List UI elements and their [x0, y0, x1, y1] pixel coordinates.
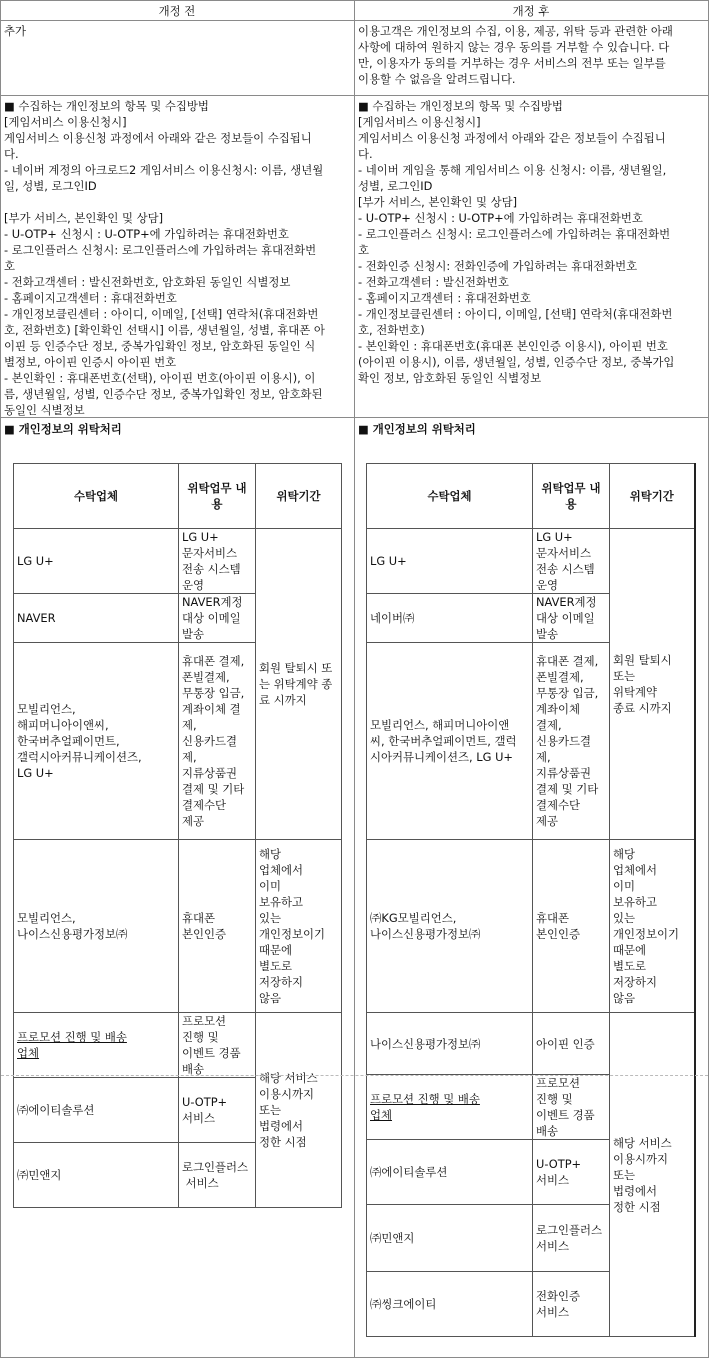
task-cell: LG U+ 문자서비스 전송 시스템 운영 — [179, 529, 256, 594]
task-cell: 로그인플러스 서비스 — [179, 1143, 256, 1208]
company-cell: 네이버㈜ — [367, 594, 533, 643]
table-row — [367, 840, 695, 1013]
col-header-company: 수탁업체 — [367, 464, 533, 529]
col-header-company: 수탁업체 — [14, 464, 179, 529]
section-title-before: ■ 개인정보의 위탁처리 — [4, 422, 122, 436]
company-cell: ㈜씽크에이티 — [367, 1272, 533, 1337]
table-row — [367, 529, 695, 594]
task-cell: 휴대폰 본인인증 — [179, 840, 256, 1013]
task-cell: 아이핀 인증 — [533, 1013, 610, 1075]
task-cell: 휴대폰 본인인증 — [533, 840, 610, 1013]
company-cell: 프로모션 진행 및 배송 업체 — [14, 1013, 179, 1078]
period-cell: 해당 업체에서 이미 보유하고 있는 개인정보이기 때문에 별도로 저장하지 않음 — [610, 840, 695, 1013]
company-cell: ㈜에이티솔루션 — [14, 1078, 179, 1143]
company-cell: 모빌리언스, 해피머니아이앤 씨, 한국버추얼페이먼트, 갤럭 시아커뮤니케이션즈, LG U+ — [367, 643, 533, 840]
company-cell: ㈜KG모빌리언스, 나이스신용평가정보㈜ — [367, 840, 533, 1013]
task-cell: U-OTP+ 서비스 — [533, 1140, 610, 1205]
task-cell: 로그인플러스 서비스 — [533, 1205, 610, 1272]
task-cell: 프로모션 진행 및 이벤트 경품 배송 — [533, 1075, 610, 1140]
col-header-period: 위탁기간 — [610, 464, 695, 529]
company-cell: 모빌리언스, 해피머니아이앤씨, 한국버추얼페이먼트, 갤럭시아커뮤니케이션즈, LG U+ — [14, 643, 179, 840]
collection-before: ■ 수집하는 개인정보의 항목 및 수집방법 [게임서비스 이용신청시] 게임서비스 이용신청 과정에서 아래와 같은 정보들이 수집됩니 다. - 네이버 계정의 아크로드2 게임서비스 이용신청시: 이름, 생년월 일, 성별, 로그인ID [부가 서비스, 본인확인 및 상담] - U-OTP+ 신청시 : U-OTP+에 가입하려는 휴대전화번호 - 로그인플러스 신청시: 로그인플러스에 가입하려는 휴대전화번 호 - 전화고객센터 : 발신전화번호, 암호화된 동일인 식별정보 - 홈페이지고객센터 : 휴대전화번호 - 개인정보클린센터 : 아이디, 이메일, [선택] 연락처(휴대전화번 호, 전화번호) [확인확인 선택시] 이름, 생년월일, 성별, 휴대폰 아 이핀 등 인증수단 정보, 중복가입확인 정보, 암호화된 동일인 식 별정보, 아이핀 인증시 아이핀 번호 - 본인확인 : 휴대폰번호(선택), 아이핀 번호(아이핀 이용시), 이 름, 생년월일, 성별, 인증수단 정보, 중복가입확인 정보, 암호화된 동일인 식별정보 — [4, 99, 325, 417]
company-cell: 모빌리언스, 나이스신용평가정보㈜ — [14, 840, 179, 1013]
period-cell: 회원 탈퇴시 또 는 위탁계약 종 료 시까지 — [256, 529, 342, 840]
period-cell: 회원 탈퇴시 또는 위탁계약 종료 시까지 — [610, 529, 695, 840]
company-cell: NAVER — [14, 594, 179, 643]
task-cell: LG U+ 문자서비스 전송 시스템 운영 — [533, 529, 610, 594]
company-cell: 나이스신용평가정보㈜ — [367, 1013, 533, 1075]
col-header-task: 위탁업무 내 용 — [533, 464, 610, 529]
company-cell: LG U+ — [14, 529, 179, 594]
entrust-table-after — [366, 463, 696, 1337]
company-cell: ㈜민앤지 — [367, 1205, 533, 1272]
company-cell: 프로모션 진행 및 배송 업체 — [367, 1075, 533, 1140]
col-header-task: 위탁업무 내 용 — [179, 464, 256, 529]
table-row — [14, 1013, 342, 1078]
period-cell: 해당 서비스 이용시까지 또는 법령에서 정한 시점 — [256, 1013, 342, 1208]
row1-before: 추가 — [4, 24, 27, 38]
col-header-period: 위탁기간 — [256, 464, 342, 529]
row-divider — [1, 20, 708, 21]
period-cell: 해당 업체에서 이미 보유하고 있는 개인정보이기 때문에 별도로 저장하지 않음 — [256, 840, 342, 1013]
table-row — [14, 840, 342, 1013]
page-break-line — [1, 1075, 708, 1076]
task-cell: NAVER계정 대상 이메일 발송 — [533, 594, 610, 643]
table-row — [367, 1013, 695, 1075]
column-divider — [354, 1, 355, 1357]
period-cell: 해당 서비스 이용시까지 또는 법령에서 정한 시점 — [610, 1013, 695, 1337]
entrust-table-before — [13, 463, 342, 1208]
task-cell: NAVER계정 대상 이메일 발송 — [179, 594, 256, 643]
row1-after: 이용고객은 개인정보의 수집, 이용, 제공, 위탁 등과 관련한 아래 사항에 대하여 원하지 않는 경우 동의를 거부할 수 있습니다. 다 만, 이용자가 동의를 거부하는 경우 서비스의 전부 또는 일부를 이용할 수 없음을 알려드립니다. — [358, 24, 673, 86]
header-after: 개정 후 — [512, 4, 550, 18]
task-cell: 휴대폰 결제, 폰빌결제, 무통장 입금, 계좌이체 결 제, 신용카드결 제, 지류상품권 결제 및 기타 결제수단 제공 — [179, 643, 256, 840]
task-cell: 프로모션 진행 및 이벤트 경품 배송 — [179, 1013, 256, 1078]
row-divider — [1, 95, 708, 96]
task-cell: U-OTP+ 서비스 — [179, 1078, 256, 1143]
company-cell: ㈜에이티솔루션 — [367, 1140, 533, 1205]
company-cell: ㈜민앤지 — [14, 1143, 179, 1208]
section-title-after: ■ 개인정보의 위탁처리 — [358, 422, 476, 436]
task-cell: 전화인증 서비스 — [533, 1272, 610, 1337]
company-cell: LG U+ — [367, 529, 533, 594]
collection-after: ■ 수집하는 개인정보의 항목 및 수집방법 [게임서비스 이용신청시] 게임서비스 이용신청 과정에서 아래와 같은 정보들이 수집됩니 다. - 네이버 게임을 통해 게임서비스 이용 신청시: 이름, 생년월일, 성별, 로그인ID [부가 서비스, 본인확인 및 상담] - U-OTP+ 신청시 : U-OTP+에 가입하려는 휴대전화번호 - 로그인플러스 신청시: 로그인플러스에 가입하려는 휴대전화번 호 - 전화인증 신청시: 전화인증에 가입하려는 휴대전화번호 - 전화고객센터 : 발신전화번호 - 홈페이지고객센터 : 휴대전화번호 - 개인정보클린센터 : 아이디, 이메일, [선택] 연락처(휴대전화번 호, 전화번호) - 본인확인 : 휴대폰번호(휴대폰 본인인증 이용시), 아이핀 번호 (아이핀 이용시), 이름, 생년월일, 성별, 인증수단 정보, 중복가입 확인 정보, 암호화된 동일인 식별정보 — [358, 99, 675, 385]
task-cell: 휴대폰 결제, 폰빌결제, 무통장 입금, 계좌이체 결제, 신용카드결 제, 지류상품권 결제 및 기타 결제수단 제공 — [533, 643, 610, 840]
header-before: 개정 전 — [158, 4, 196, 18]
table-row — [14, 529, 342, 594]
